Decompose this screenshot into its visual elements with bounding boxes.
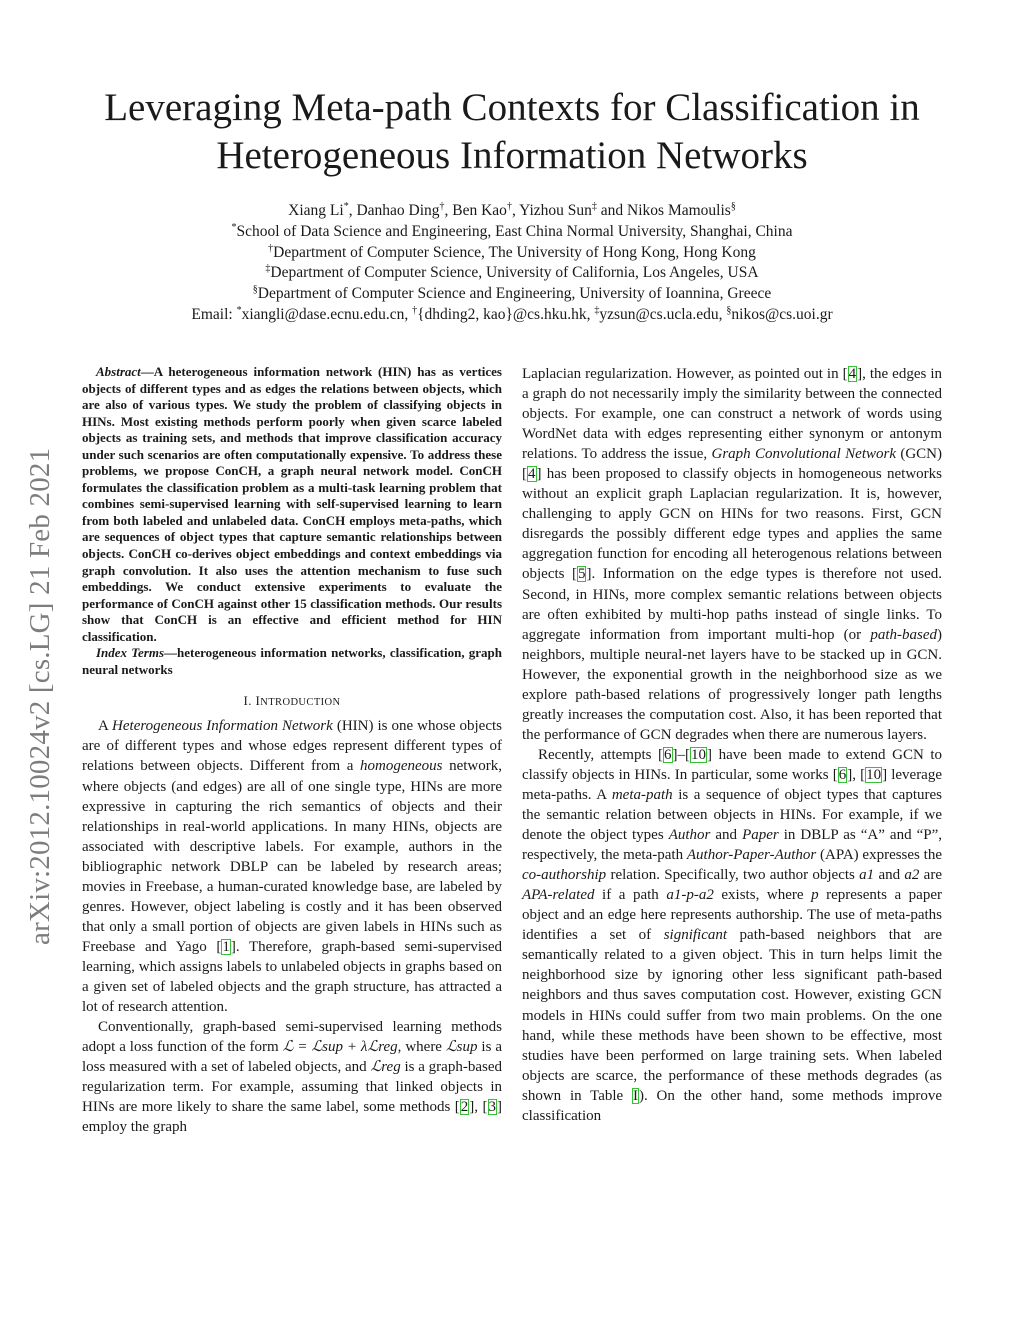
author-block	[0, 201, 1024, 326]
author-name: Nikos Mamoulis	[627, 202, 731, 219]
affiliation-2: †Department of Computer Science, The University of Hong Kong, Hong Kong	[268, 242, 756, 261]
loss-formula: ℒ = ℒsup + λℒreg	[282, 1039, 398, 1056]
index-terms	[82, 645, 502, 678]
abstract-text: —A heterogeneous information network (HIN) has as vertices objects of different types and as edges the relations between objects, which are also of various types. We study the problem of classifying objects in HINs. Most existing methods perform poorly when given scarce labeled objects as training sets, and methods that improve classification accuracy under such scenarios are often computationally expensive. To address these problems, we propose ConCH, a graph neural network model. ConCH formulates the classification problem as a multi-task learning problem that combines semi-supervised learning with self-supervised learning to learn from both labeled and unlabeled data. ConCH employs meta-paths, which are sequences of object types that capture semantic relationships between objects. ConCH co-derives object embeddings and context embeddings via graph convolution. It also uses the attention mechanism to fuse such embeddings. We conduct extensive experiments to evaluate the performance of ConCH against other 15 classification methods. Our results show that ConCH is an effective and efficient method for HIN classification.	[82, 364, 502, 644]
loss-sup: ℒsup	[445, 1039, 478, 1056]
abstract	[82, 364, 502, 645]
author-name: Xiang Li	[288, 202, 344, 219]
citation-link[interactable]: 2	[460, 1099, 469, 1116]
citation-link[interactable]: 10	[691, 746, 707, 763]
loss-reg: ℒreg	[370, 1059, 401, 1076]
affiliation-mark: *	[343, 201, 349, 212]
author-name: Yizhou Sun	[519, 202, 592, 219]
intro-paragraph-3: Laplacian regularization. However, as pointed out in [4], the edges in a graph do not necessarily imply the similarity between the connected objects. For example, one can construct a network of words using WordNet data with edges representing either synonym or antonym relations. To address the issue, Graph Convolutional Network (GCN) [4] has been proposed to classify objects in homogeneous networks without an explicit graph Laplacian regularization. It is, however, challenging to apply GCN on HINs for two reasons. First, GCN disregards the possibly different edge types and applies the same aggregation function for encoding all heterogenous relations between objects [5]. Information on the edge types is therefore not used. Second, in HINs, more complex semantic relations between objects are often exhibited by multi-hop paths instead of single links. To aggregate information from important multi-hop (or path-based) neighbors, multiple neural-net layers have to be stacked up in GCN. However, the exponential growth in the neighborhood size as we explore path-based relations of progressively longer path lengths greatly increases the computation cost. Also, it has been reported that the performance of GCN degrades when there are numerous layers.	[522, 366, 942, 743]
index-terms-text: —heterogeneous information networks, classification, graph neural networks	[82, 645, 503, 677]
citation-link[interactable]: 6	[838, 766, 847, 783]
intro-paragraph-2: Conventionally, graph-based semi-supervised learning methods adopt a loss function of the form ℒ = ℒsup + λℒreg, where ℒsup is a loss measured with a set of labeled objects, and ℒreg is a graph-based regularization term. For example, assuming that linked objects in HINs are more likely to share the same label, some methods [2], [3] employ the graph	[82, 1019, 502, 1136]
section-heading-introduction: I. INTRODUCTION	[243, 693, 341, 709]
citation-link[interactable]: 6	[664, 746, 672, 763]
intro-paragraph-4: Recently, attempts [6]–[10] have been made to extend GCN to classify objects in HINs. In particular, some works [6], [10] leverage meta-paths. A meta-path is a sequence of object types that captures the semantic relation between objects in HINs. For example, if we denote the object types Author and Paper in DBLP as “A” and “P”, respectively, the meta-path Author-Paper-Author (APA) expresses the co-authorship relation. Specifically, two author objects a1 and a2 are APA-related if a path a1-p-a2 exists, where p represents a paper object and an edge here represents authorship. The use of meta-paths identifies a set of significant path-based neighbors that are semantically related to a given object. This in turn helps limit the neighborhood size by ignoring other less significant path-based neighbors and thus saves computation cost. However, existing GCN models in HINs could suffer from two main problems. On the one hand, while these methods have been shown to be effective, most studies have been performed on large training sets. When labeled objects are scarce, the performance of these methods degrades (as shown in Table I). On the other hand, some methods improve classification	[522, 746, 943, 1124]
affiliation-1: *School of Data Science and Engineering, East China Normal University, Shanghai, China	[231, 221, 793, 240]
email-address: xiangli@dase.ecnu.edu.cn,	[241, 305, 413, 323]
citation-link[interactable]: 4	[848, 366, 857, 382]
email-line: Email: *xiangli@dase.ecnu.edu.cn, †{dhding2, kao}@cs.hku.hk, ‡yzsun@cs.ucla.edu, §nikos@cs.uoi.gr	[191, 304, 833, 323]
abstract-label: Abstract	[96, 364, 141, 379]
citation-link[interactable]: 4	[528, 466, 536, 483]
author-name: Ben Kao	[452, 202, 507, 219]
affiliation-mark: ‡	[591, 201, 597, 212]
right-column	[522, 364, 942, 1126]
email-address: {dhding2, kao}@cs.hku.hk,	[417, 305, 595, 323]
citation-link[interactable]: 3	[488, 1099, 496, 1116]
author-name: Danhao Ding	[356, 202, 440, 219]
index-terms-label: Index Terms	[96, 645, 165, 661]
citation-link[interactable]: 10	[866, 766, 882, 783]
affiliation-mark: †	[439, 201, 445, 212]
paper-title	[0, 84, 1024, 180]
left-column	[82, 364, 502, 1137]
author-names: Xiang Li*, Danhao Ding†, Ben Kao†, Yizhou Sun‡ and Nikos Mamoulis§	[288, 201, 736, 219]
affiliation-mark: †	[506, 201, 512, 212]
affiliation-3: ‡Department of Computer Science, University of California, Los Angeles, USA	[265, 263, 759, 282]
title-line-1: Leveraging Meta-path Contexts for Classification in	[104, 86, 920, 129]
affiliation-mark: §	[730, 201, 736, 212]
email-address: yzsun@cs.ucla.edu,	[599, 305, 727, 323]
email-address: nikos@cs.uoi.gr	[731, 305, 833, 323]
table-reference-link[interactable]: I	[632, 1087, 638, 1104]
citation-link[interactable]: 5	[577, 566, 586, 583]
title-line-2: Heterogeneous Information Networks	[216, 134, 808, 177]
arxiv-identifier: arXiv:2012.10024v2 [cs.LG] 21 Feb 2021	[24, 447, 56, 945]
intro-paragraph-1: A Heterogeneous Information Network (HIN) is one whose objects are of different types and whose edges represent different types of relations between objects. Different from a homogeneous network, where objects (and edges) are all of one single type, HINs are more expressive in capturing the rich semantics of objects and their relationships in real-world applications. In many HINs, objects are associated with descriptive labels. For example, authors in the bibliographic network DBLP can be labeled by research areas; movies in Freebase, a human-curated knowledge base, are labeled by genres. However, object labeling is costly and it has been observed that only a small portion of objects are given labels in HINs such as Freebase and Yago [1]. Therefore, graph-based semi-supervised learning, which assigns labels to unlabeled objects in graphs based on a given set of labeled objects and the graph structure, has attracted a lot of research attention.	[82, 718, 503, 1016]
affiliation-4: §Department of Computer Science and Engineering, University of Ioannina, Greece	[252, 284, 772, 303]
citation-link[interactable]: 1	[222, 938, 230, 955]
